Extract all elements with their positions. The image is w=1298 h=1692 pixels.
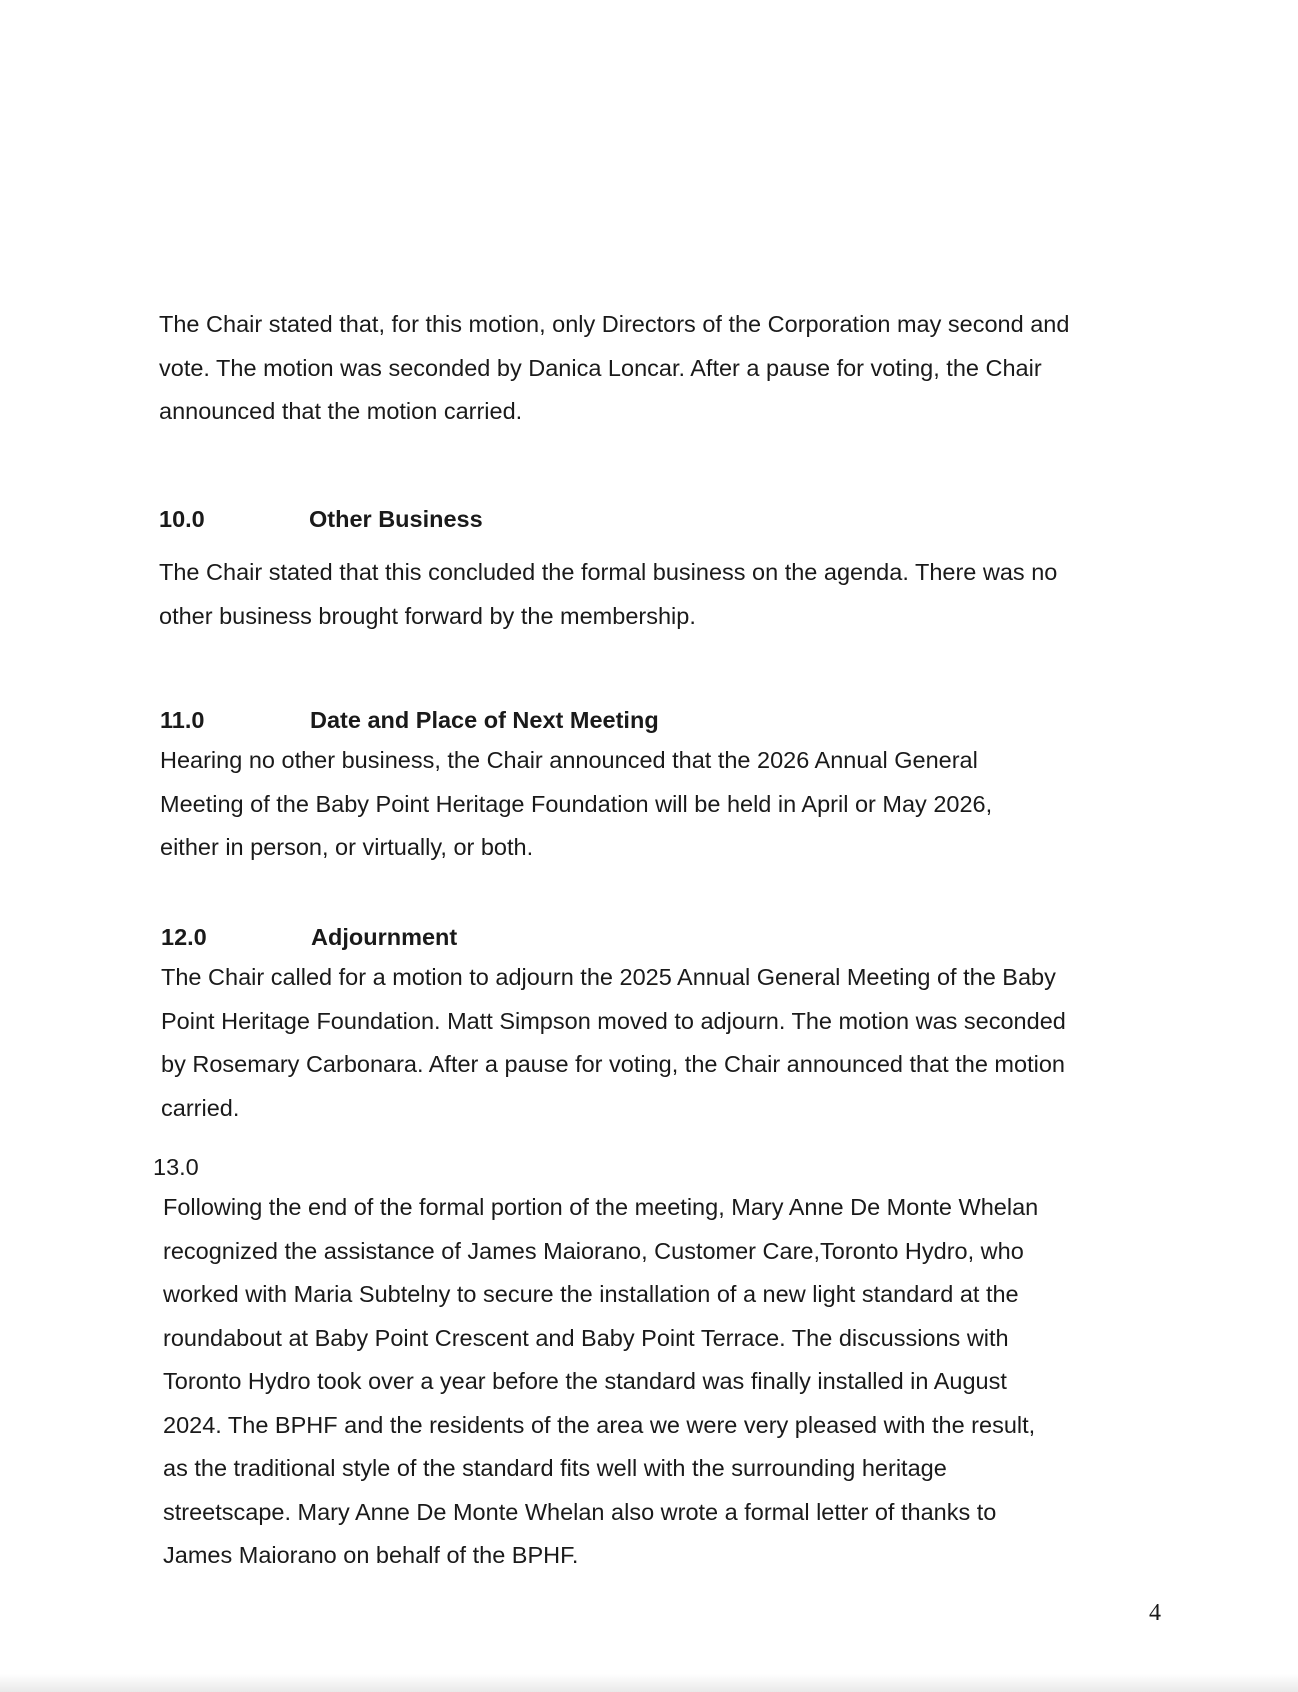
text-line: Point Heritage Foundation. Matt Simpson moved to adjourn. The motion was seconded xyxy=(161,1007,1066,1034)
text-line: worked with Maria Subtelny to secure the installation of a new light standard at the xyxy=(163,1281,1019,1307)
section-10-body xyxy=(159,551,1057,638)
text-line: either in person, or virtually, or both. xyxy=(160,834,534,860)
text-line: James Maiorano on behalf of the BPHF. xyxy=(163,1542,579,1568)
text-line: carried. xyxy=(161,1094,240,1121)
section-title: Adjournment xyxy=(311,924,458,950)
text-line: vote. The motion was seconded by Danica Loncar. After a pause for voting, the Chair xyxy=(159,354,1042,381)
text-line: Following the end of the formal portion of the meeting, Mary Anne De Monte Whelan xyxy=(163,1194,1039,1220)
section-11-heading xyxy=(160,705,659,735)
text-line: Meeting of the Baby Point Heritage Foundation will be held in April or May 2026, xyxy=(160,790,993,817)
section-number: 12.0 xyxy=(161,924,207,950)
text-line: 2024. The BPHF and the residents of the area we were very pleased with the result, xyxy=(163,1411,1036,1438)
section-number: 13.0 xyxy=(153,1154,199,1180)
section-number: 10.0 xyxy=(159,506,205,532)
section-12-body xyxy=(161,956,1066,1130)
text-line: roundabout at Baby Point Crescent and Baby Point Terrace. The discussions with xyxy=(163,1324,1009,1351)
page-bottom-edge xyxy=(0,1674,1298,1692)
section-12-heading xyxy=(161,922,457,952)
text-line: other business brought forward by the membership. xyxy=(159,602,696,629)
text-line: by Rosemary Carbonara. After a pause for voting, the Chair announced that the motion xyxy=(161,1051,1065,1077)
intro-paragraph xyxy=(159,303,1069,434)
text-line: as the traditional style of the standard fits well with the surrounding heritage xyxy=(163,1455,947,1481)
section-title: Other Business xyxy=(309,506,483,532)
text-line: Toronto Hydro took over a year before the standard was finally installed in August xyxy=(163,1368,1007,1394)
page-number: 4 xyxy=(1149,1600,1161,1626)
text-line: The Chair called for a motion to adjourn the 2025 Annual General Meeting of the Baby xyxy=(161,964,1056,990)
text-line: The Chair stated that this concluded the formal business on the agenda. There was no xyxy=(159,559,1058,585)
section-13-heading xyxy=(153,1152,199,1182)
text-line: Hearing no other business, the Chair announced that the 2026 Annual General xyxy=(160,747,978,773)
text-line: recognized the assistance of James Maiorano, Customer Care,Toronto Hydro, who xyxy=(163,1237,1024,1264)
section-number: 11.0 xyxy=(160,707,205,733)
section-10-heading xyxy=(159,504,483,534)
section-13-body xyxy=(163,1186,1038,1578)
section-title: Date and Place of Next Meeting xyxy=(310,707,659,733)
text-line: streetscape. Mary Anne De Monte Whelan also wrote a formal letter of thanks to xyxy=(163,1498,997,1525)
text-line: announced that the motion carried. xyxy=(159,398,523,424)
text-line: The Chair stated that, for this motion, only Directors of the Corporation may second and xyxy=(159,311,1070,337)
section-11-body xyxy=(160,739,992,870)
